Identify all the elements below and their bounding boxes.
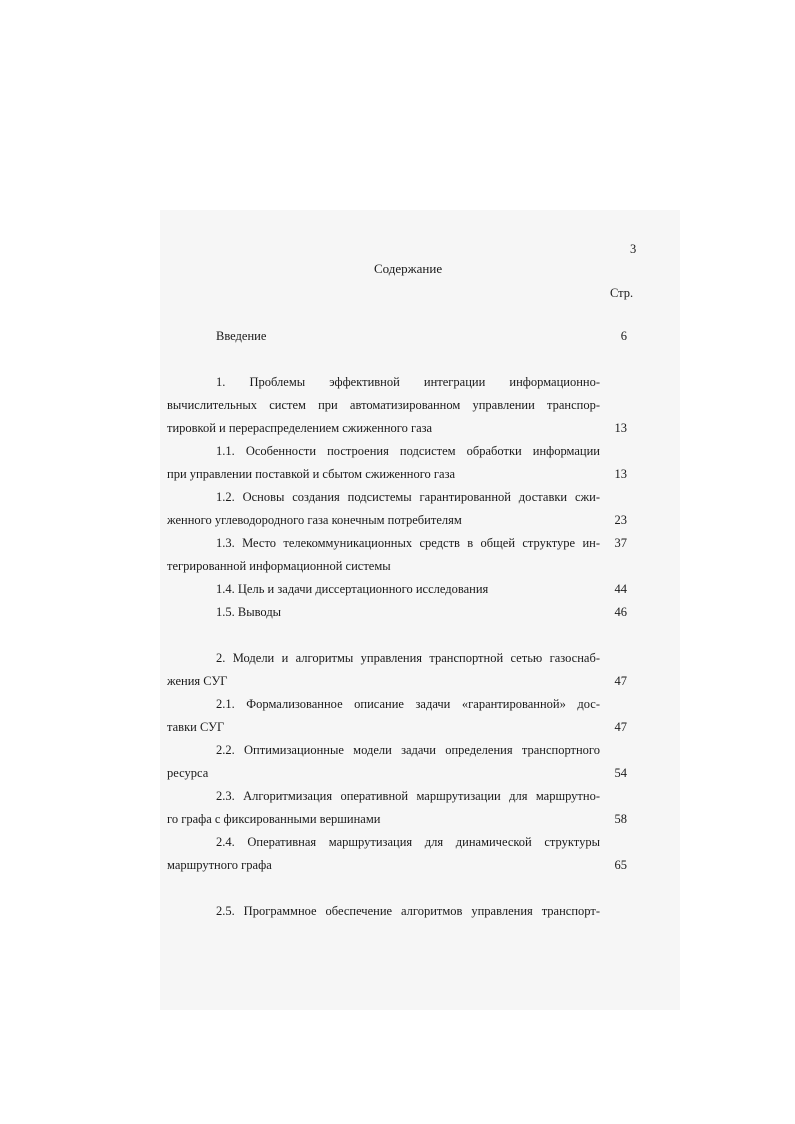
toc-line: жения СУГ xyxy=(167,674,228,688)
toc-line: 2.5. Программное обеспечение алгоритмов управления транспорт- xyxy=(216,904,600,918)
toc-line: 2.2. Оптимизационные модели задачи определения транспортного xyxy=(216,743,600,757)
toc-line: 2.1. Формализованное описание задачи «гарантированной» дос- xyxy=(216,697,600,711)
toc-line: вычислительных систем при автоматизированном управлении транспор- xyxy=(167,398,600,412)
toc-line: 1.5. Выводы xyxy=(216,605,282,619)
toc-line: женного углеводородного газа конечным потребителям xyxy=(167,513,462,527)
toc-line: 1.3. Место телекоммуникационных средств в общей структуре ин- xyxy=(216,536,600,550)
toc-page: 47 xyxy=(614,720,627,734)
toc-page: 44 xyxy=(614,582,627,596)
toc-line: при управлении поставкой и сбытом сжиженного газа xyxy=(167,467,456,481)
toc-page: 6 xyxy=(620,329,627,343)
toc-line: ресурса xyxy=(167,766,209,780)
toc-line: 2.3. Алгоритмизация оперативной маршрутизации для маршрутно- xyxy=(216,789,600,803)
toc-line: 1. Проблемы эффективной интеграции информационно- xyxy=(216,375,600,389)
toc-page: 23 xyxy=(614,513,627,527)
toc-page: 58 xyxy=(614,812,627,826)
toc-line: тировкой и перераспределением сжиженного газа xyxy=(167,421,433,435)
toc-page: 65 xyxy=(614,858,627,872)
toc-line: 1.1. Особенности построения подсистем обработки информации xyxy=(216,444,600,458)
toc-line: Введение xyxy=(216,329,267,343)
toc-line: тавки СУГ xyxy=(167,720,225,734)
toc-line: 1.4. Цель и задачи диссертационного исследования xyxy=(216,582,489,596)
toc-page: 13 xyxy=(614,421,627,435)
toc-line: 2.4. Оперативная маршрутизация для динамической структуры xyxy=(216,835,600,849)
page-title: Содержание xyxy=(374,261,443,276)
page-column-header: Стр. xyxy=(610,286,634,300)
toc-page: 37 xyxy=(614,536,627,550)
toc-line: тегрированной информационной системы xyxy=(167,559,391,573)
toc-page: 47 xyxy=(614,674,627,688)
toc-page: 13 xyxy=(614,467,627,481)
toc-page: 46 xyxy=(614,605,627,619)
toc-line: маршрутного графа xyxy=(167,858,272,872)
page-number: 3 xyxy=(630,242,637,256)
toc-line: 2. Модели и алгоритмы управления транспортной сетью газоснаб- xyxy=(216,651,600,665)
toc-page: 54 xyxy=(614,766,627,780)
toc-line: 1.2. Основы создания подсистемы гарантированной доставки сжи- xyxy=(216,490,600,504)
toc-line: го графа с фиксированными вершинами xyxy=(167,812,381,826)
